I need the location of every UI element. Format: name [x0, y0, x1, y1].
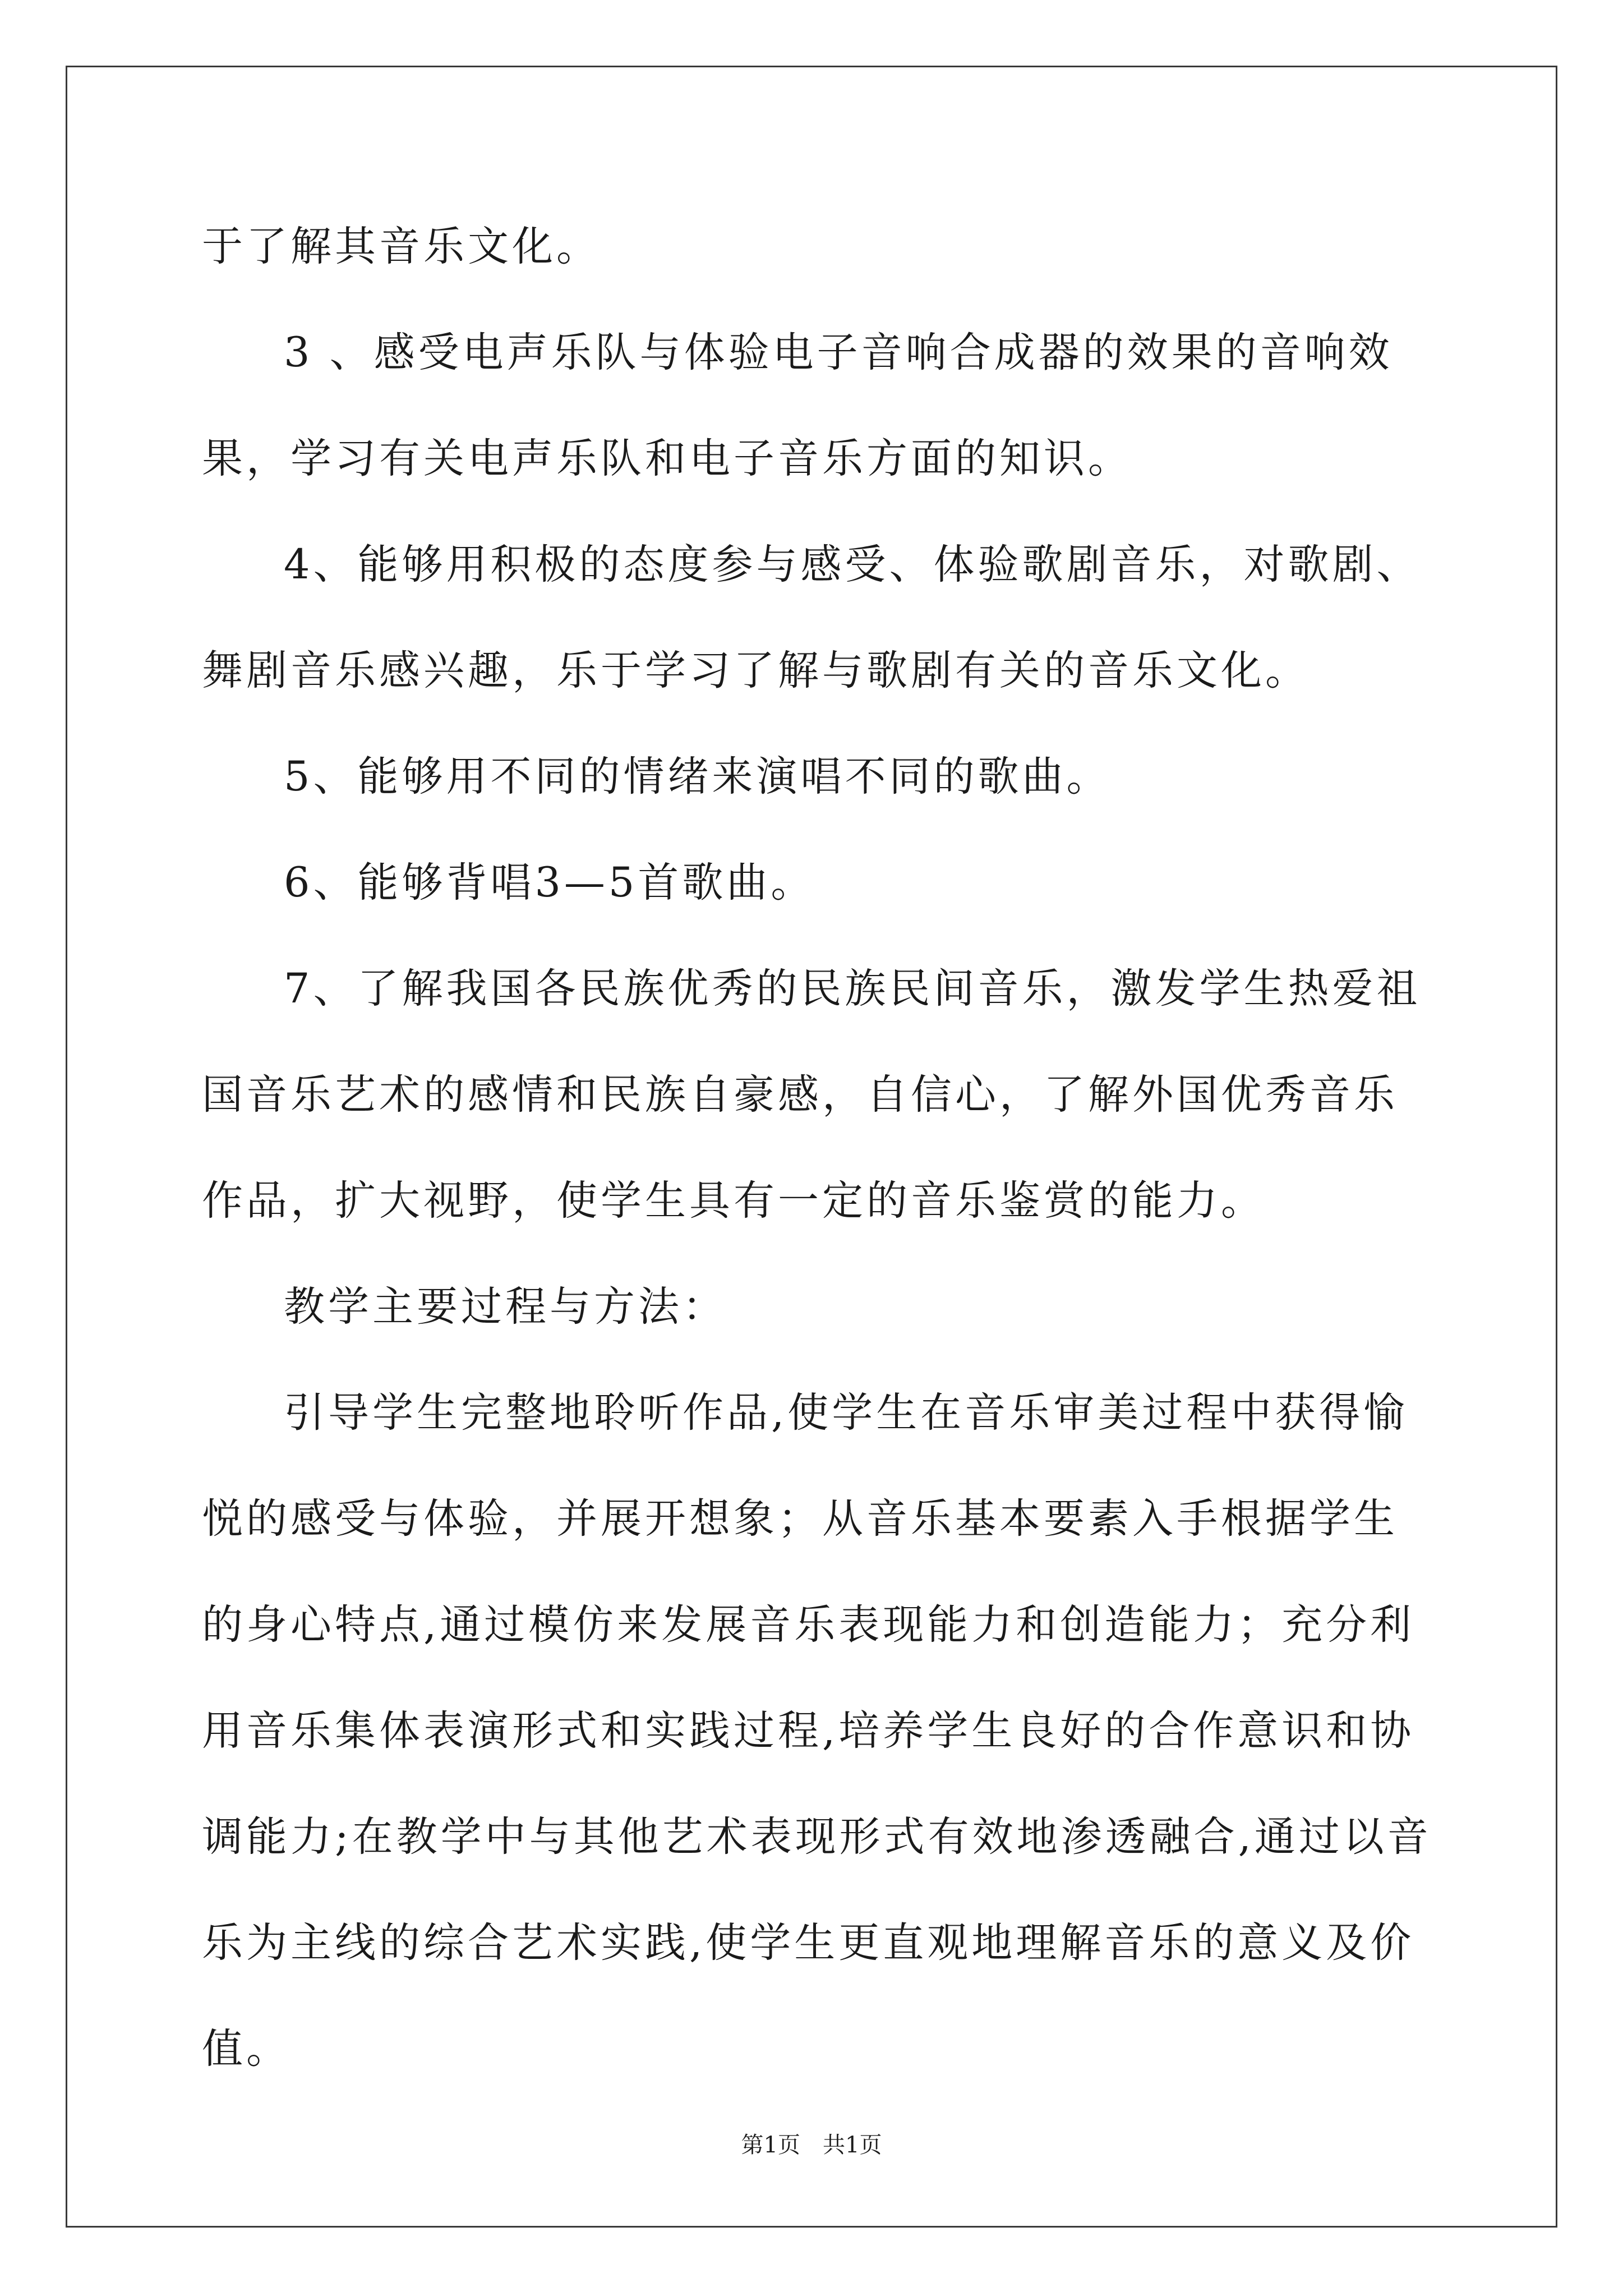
paragraph-item-4: 4、能够用积极的态度参与感受、体验歌剧音乐，对歌剧、舞剧音乐感兴趣，乐于学习了解与歌剧有关的音乐文化。	[202, 541, 1421, 694]
page-number: 第1页	[741, 2132, 800, 2158]
paragraph-continuation: 于了解其音乐文化。	[202, 223, 601, 270]
document-body	[202, 194, 1436, 2102]
section-heading: 教学主要过程与方法：	[284, 1283, 727, 1331]
page-footer	[0, 2127, 1623, 2159]
paragraph-item-6: 6、能够背唱3—5首歌曲。	[284, 859, 815, 907]
paragraph-methods: 引导学生完整地聆听作品,使学生在音乐审美过程中获得愉悦的感受与体验，并展开想象；从音乐基本要素入手根据学生的身心特点,通过模仿来发展音乐表现能力和创造能力；充分利用音乐集体表演形式和实践过程,培养学生良好的合作意识和协调能力;在教学中与其他艺术表现形式有效地渗透融合,通过以音乐为主线的综合艺术实践,使学生更直观地理解音乐的意义及价值。	[202, 1389, 1432, 2073]
page-total: 共1页	[823, 2132, 882, 2158]
paragraph-item-3: 3 、感受电声乐队与体验电子音响合成器的效果的音响效果，学习有关电声乐队和电子音乐方面的知识。	[202, 329, 1393, 482]
paragraph-item-5: 5、能够用不同的情绪来演唱不同的歌曲。	[284, 753, 1111, 800]
paragraph-item-7: 7、了解我国各民族优秀的民族民间音乐，激发学生热爱祖国音乐艺术的感情和民族自豪感，自信心，了解外国优秀音乐作品，扩大视野，使学生具有一定的音乐鉴赏的能力。	[202, 965, 1421, 1225]
